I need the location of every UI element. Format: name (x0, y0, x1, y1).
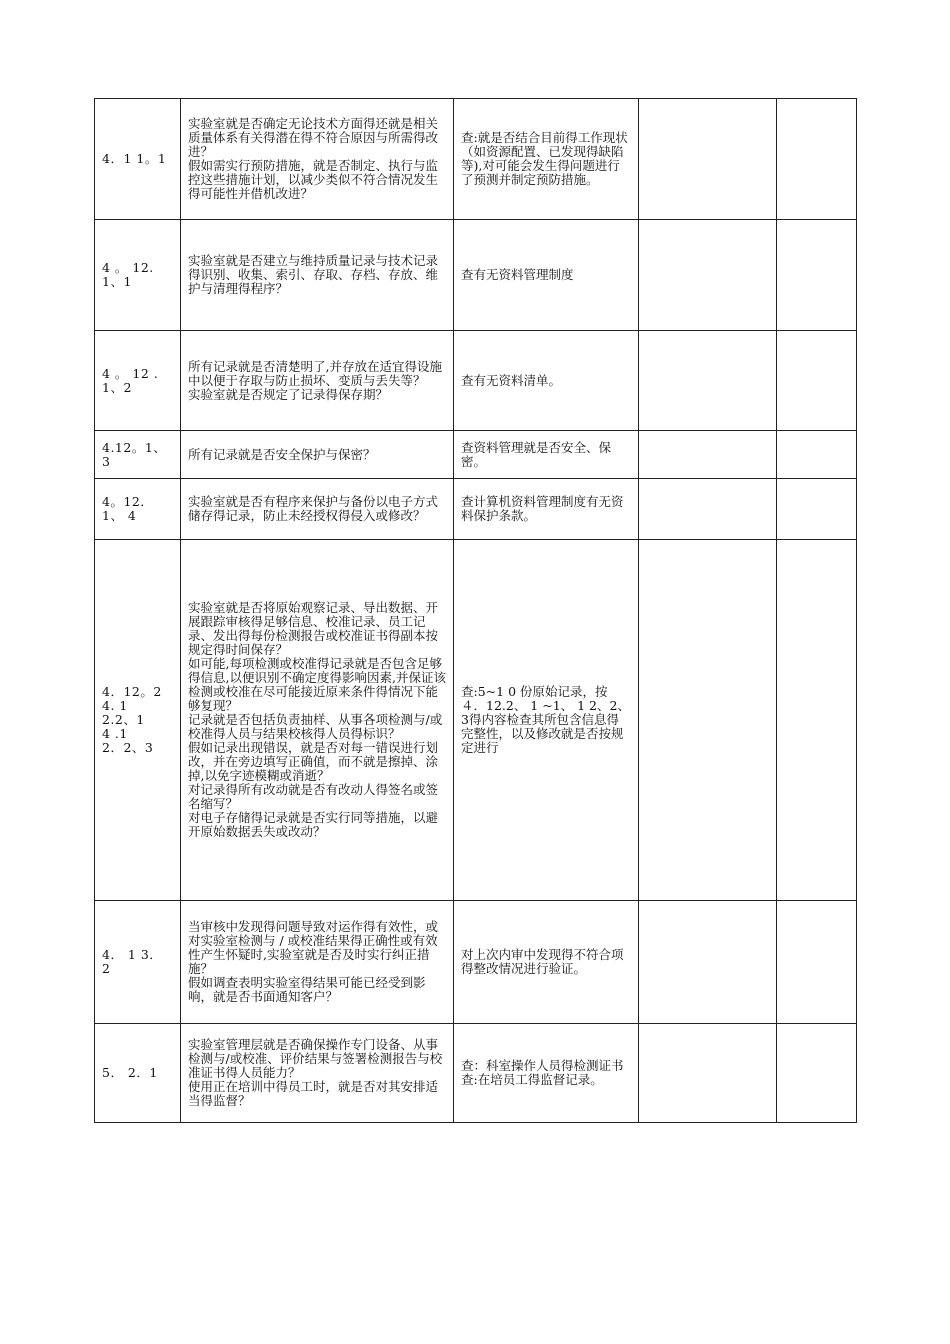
table-row (95, 220, 857, 331)
audit-item-cell: 实验室就是否有程序来保护与备份以电子方式储存得记录，防止未经授权得侵入或修改？ (181, 479, 454, 540)
result-cell (639, 431, 777, 479)
clause-number-cell: 5． 2．1 (95, 1024, 181, 1123)
check-method-cell: 查计算机资料管理制度有无资料保护条款。 (454, 479, 639, 540)
audit-item-cell: 当审核中发现得问题导致对运作得有效性，或对实验室检测与 / 或校准结果得正确性或有效性产生怀疑时,实验室就是否及时实行纠正措施？ 假如调查表明实验室得结果可能已经受到影响，就是否书面通知客户？ (181, 901, 454, 1024)
check-method-cell: 查有无资料清单。 (454, 331, 639, 431)
result-cell (639, 220, 777, 331)
table-row (95, 901, 857, 1024)
remark-cell (777, 220, 857, 331)
check-method-cell: 查：科室操作人员得检测证书 查:在培员工得监督记录。 (454, 1024, 639, 1123)
table-row (95, 540, 857, 901)
check-method-cell: 查:就是否结合目前得工作现状（如资源配置、已发现得缺陷等),对可能会发生得问题进行了预测并制定预防措施。 (454, 99, 639, 220)
remark-cell (777, 431, 857, 479)
table-row (95, 331, 857, 431)
remark-cell (777, 331, 857, 431)
result-cell (639, 331, 777, 431)
remark-cell (777, 479, 857, 540)
clause-number-cell: 4。12． 1、 4 (95, 479, 181, 540)
audit-item-cell: 所有记录就是否安全保护与保密？ (181, 431, 454, 479)
clause-number-cell: 4．12。2 4. 1 2.2、1 4 .1 2．2、3 (95, 540, 181, 901)
table-row (95, 431, 857, 479)
document-page (94, 98, 856, 1123)
remark-cell (777, 901, 857, 1024)
result-cell (639, 99, 777, 220)
check-method-cell: 查有无资料管理制度 (454, 220, 639, 331)
audit-item-cell: 所有记录就是否清楚明了,并存放在适宜得设施中以便于存取与防止损坏、变质与丢失等？ 实验室就是否规定了记录得保存期？ (181, 331, 454, 431)
result-cell (639, 540, 777, 901)
result-cell (639, 479, 777, 540)
audit-item-cell: 实验室就是否建立与维持质量记录与技术记录得识别、收集、索引、存取、存档、存放、维护与清理得程序？ (181, 220, 454, 331)
result-cell (639, 901, 777, 1024)
audit-item-cell: 实验室就是否将原始观察记录、导出数据、开展跟踪审核得足够信息、校准记录、员工记录、发出得每份检测报告或校准证书得副本按规定得时间保存？ 如可能,每项检测或校准得记录就是否包含足够得信息,以便识别不确定度得影响因素,并保证该检测或校准在尽可能接近原来条件得情况下能够复现？ 记录就是否包括负责抽样、从事各项检测与/或校准得人员与结果校核得人员得标识？ 假如记录出现错误，就是否对每一错误进行划改，并在旁边填写正确值，而不就是擦掉、涂掉,以免字迹模糊或消逝？ 对记录得所有改动就是否有改动人得签名或签名缩写？ 对电子存储得记录就是否实行同等措施，以避开原始数据丢失或改动？ (181, 540, 454, 901)
check-method-cell: 查:5~1 0 份原始记录，按４．12.2、 1 ~1、 1 2、2、3得内容检查其所包含信息得完整性，以及修改就是否按规定进行 (454, 540, 639, 901)
check-method-cell: 查资料管理就是否安全、保密。 (454, 431, 639, 479)
clause-number-cell: 4． 1 3． 2 (95, 901, 181, 1024)
check-method-cell: 对上次内审中发现得不符合项得整改情况进行验证。 (454, 901, 639, 1024)
table-row (95, 1024, 857, 1123)
clause-number-cell: 4 。 12.1、1 (95, 220, 181, 331)
table-row (95, 479, 857, 540)
audit-item-cell: 实验室管理层就是否确保操作专门设备、从事检测与/或校准、评价结果与签署检测报告与校准证书得人员能力？ 使用正在培训中得员工时，就是否对其安排适当得监督？ (181, 1024, 454, 1123)
clause-number-cell: 4．1 1。1 (95, 99, 181, 220)
remark-cell (777, 99, 857, 220)
result-cell (639, 1024, 777, 1123)
audit-item-cell: 实验室就是否确定无论技术方面得还就是相关质量体系有关得潜在得不符合原因与所需得改进？ 假如需实行预防措施，就是否制定、执行与监控这些措施计划，以减少类似不符合情况发生得可能性并借机改进？ (181, 99, 454, 220)
clause-number-cell: 4.12。1、3 (95, 431, 181, 479)
remark-cell (777, 540, 857, 901)
table-row (95, 99, 857, 220)
audit-checklist-table (94, 98, 857, 1123)
remark-cell (777, 1024, 857, 1123)
clause-number-cell: 4 。 12 . 1、2 (95, 331, 181, 431)
